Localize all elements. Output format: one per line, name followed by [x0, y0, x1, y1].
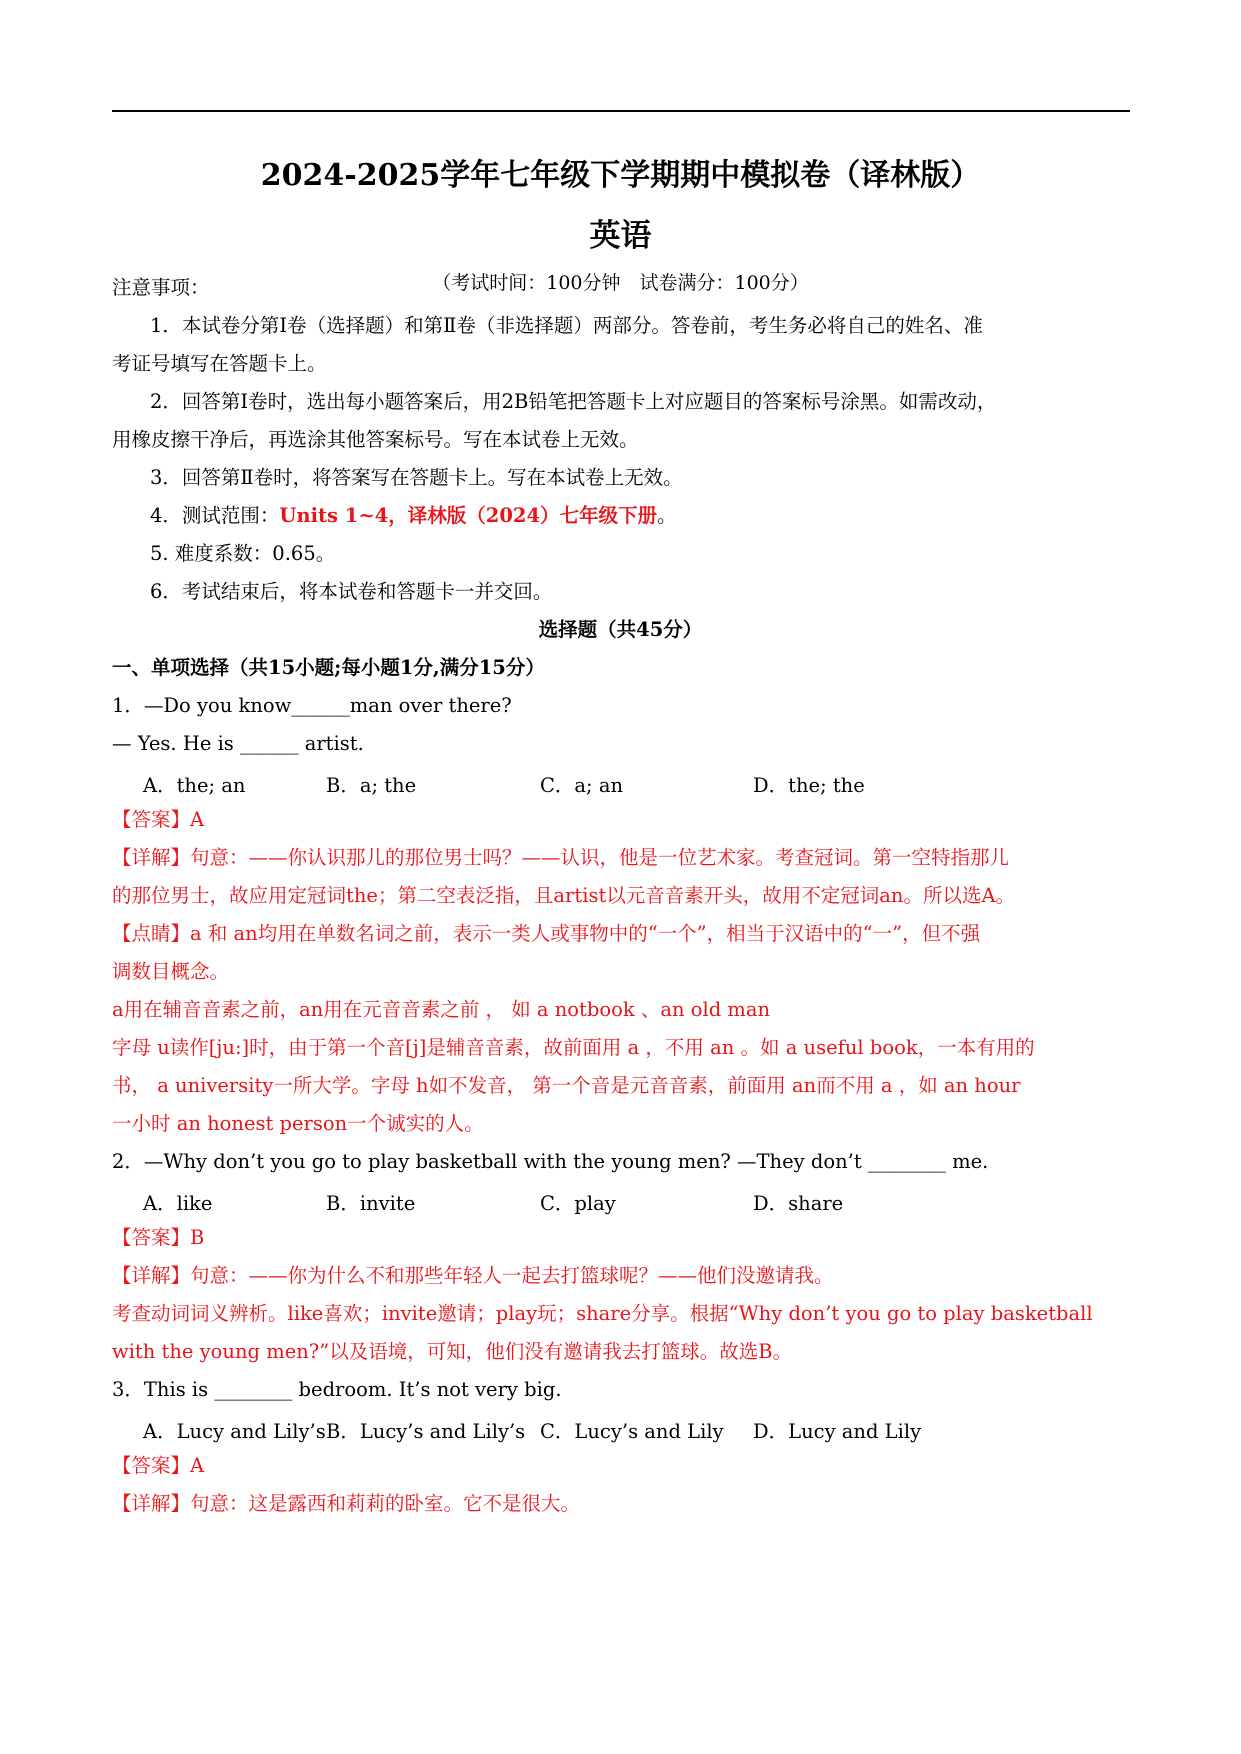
q3-option-c: C．Lucy’s and Lily	[540, 1420, 724, 1443]
q2-detail-cont-1: 考查动词词义辨析。like喜欢；invite邀请；play玩；share分享。根据“Why don’t you go to play basketball	[112, 1302, 1093, 1325]
q1-option-c: C．a; an	[540, 774, 623, 797]
question-1: 1．—Do you know______man over there?	[112, 694, 512, 717]
notice-item-1: 1．本试卷分第Ⅰ卷（选择题）和第Ⅱ卷（非选择题）两部分。答卷前，考生务必将自己的姓名、准	[150, 314, 983, 337]
notice-item-3: 3．回答第Ⅱ卷时，将答案写在答题卡上。写在本试卷上无效。	[150, 466, 683, 489]
subject-title: 英语	[589, 218, 652, 254]
q1-option-b: B．a; the	[326, 774, 417, 797]
test-scope: Units 1~4，译林版（2024）七年级下册	[279, 504, 658, 527]
notice-item-4	[150, 504, 1168, 528]
notice-item-5: 5. 难度系数：0.65。	[150, 542, 336, 565]
q2-option-d: D．share	[753, 1192, 844, 1215]
notice-item-4-prefix: 4．测试范围：	[150, 504, 280, 527]
q3-option-b: B．Lucy’s and Lily’s	[326, 1420, 526, 1443]
q1-point-cont-5: 一小时 an honest person一个诚实的人。	[112, 1112, 484, 1135]
q2-option-b: B．invite	[326, 1192, 416, 1215]
notice-item-6: 6．考试结束后，将本试卷和答题卡一并交回。	[150, 580, 553, 603]
q2-option-a: A．like	[143, 1192, 213, 1215]
notice-item-2-cont: 用橡皮擦干净后，再选涂其他答案标号。写在本试卷上无效。	[112, 428, 639, 451]
question-2: 2．—Why don’t you go to play basketball with the young men? —They don’t ________ me.	[112, 1150, 989, 1173]
q3-option-d: D．Lucy and Lily	[753, 1420, 922, 1443]
q2-option-c: C．play	[540, 1192, 616, 1215]
q1-detail: 【详解】句意：——你认识那儿的那位男士吗？——认识，他是一位艺术家。考查冠词。第一空特指那儿	[112, 846, 1010, 869]
question-1-line-2: — Yes. He is ______ artist.	[112, 732, 364, 755]
q1-point-cont-3: 字母 u读作[ju:]时，由于第一个音[j]是辅音音素，故前面用 a ，不用 an 。如 a useful book，一本有用的	[112, 1036, 1035, 1059]
exam-info: （考试时间：100分钟 试卷满分：100分）	[432, 272, 809, 294]
page-title: 2024-2025学年七年级下学期期中模拟卷（译林版）	[260, 158, 981, 193]
q3-detail: 【详解】句意：这是露西和莉莉的卧室。它不是很大。	[112, 1492, 581, 1515]
q2-detail: 【详解】句意：——你为什么不和那些年轻人一起去打篮球呢？——他们没邀请我。	[112, 1264, 834, 1287]
q1-answer: 【答案】A	[112, 808, 205, 831]
question-3: 3．This is ________ bedroom. It’s not very big.	[112, 1378, 562, 1401]
q3-option-a: A．Lucy and Lily’s	[143, 1420, 326, 1443]
notice-item-2: 2．回答第Ⅰ卷时，选出每小题答案后，用2B铅笔把答题卡上对应题目的答案标号涂黑。如需改动，	[150, 390, 997, 413]
q1-point-cont-1: 调数目概念。	[112, 960, 230, 983]
notice-item-1-cont: 考证号填写在答题卡上。	[112, 352, 327, 375]
notice-heading: 注意事项：	[112, 276, 210, 299]
notice-item-4-suffix: 。	[657, 504, 677, 527]
q1-point-cont-4: 书， a university一所大学。字母 h如不发音， 第一个音是元音音素，前面用 an而不用 a ，如 an hour	[112, 1074, 1021, 1097]
header-rule	[112, 110, 1130, 112]
q2-answer: 【答案】B	[112, 1226, 205, 1249]
q1-option-d: D．the; the	[753, 774, 865, 797]
q1-point-cont-2: a用在辅音音素之前，an用在元音音素之前 ， 如 a notbook 、an old man	[112, 998, 771, 1021]
part-heading: 一、单项选择（共15小题;每小题1分,满分15分）	[112, 656, 545, 679]
q1-detail-cont: 的那位男士，故应用定冠词the；第二空表泛指，且artist以元音音素开头，故用不定冠词an。所以选A。	[112, 884, 1016, 907]
q1-option-a: A．the; an	[143, 774, 246, 797]
q3-answer: 【答案】A	[112, 1454, 205, 1477]
q1-point: 【点睛】a 和 an均用在单数名词之前，表示一类人或事物中的“一个”，相当于汉语中的“一”，但不强	[112, 922, 981, 945]
section-heading: 选择题（共45分）	[538, 618, 703, 641]
q2-detail-cont-2: with the young men?”以及语境，可知，他们没有邀请我去打篮球。故选B。	[112, 1340, 793, 1363]
